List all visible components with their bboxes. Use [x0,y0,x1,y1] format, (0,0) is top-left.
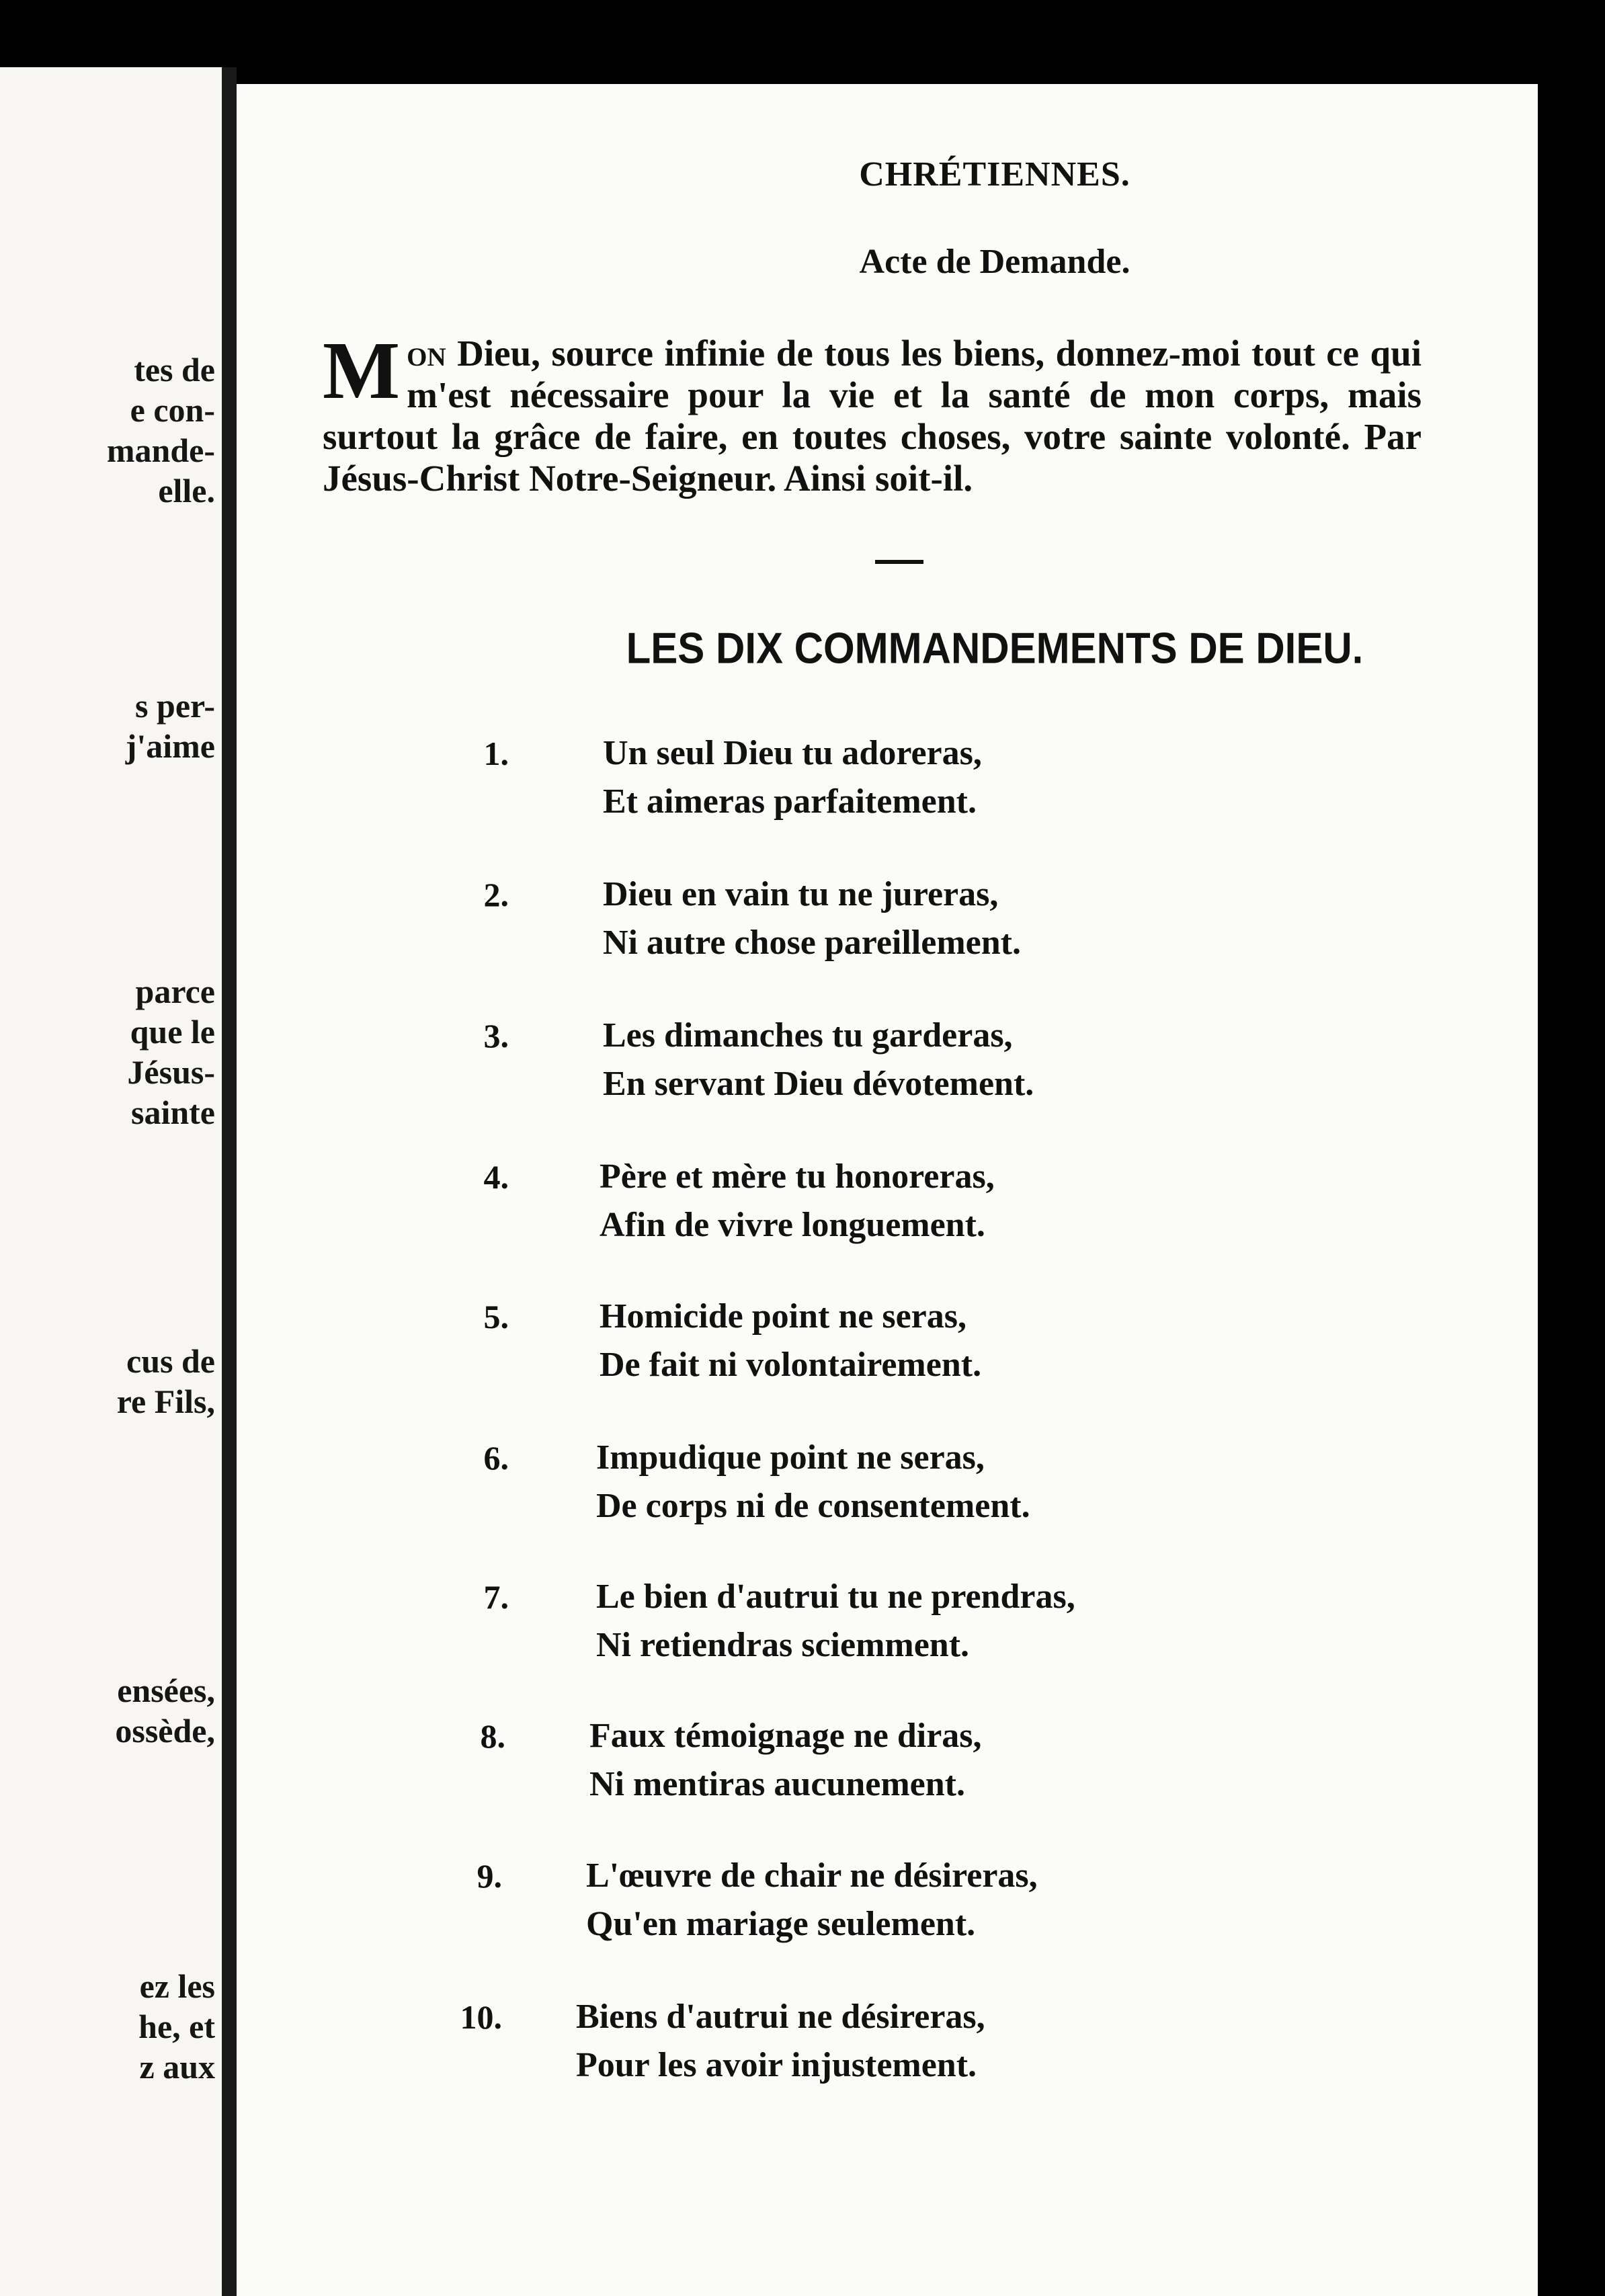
prayer-first-word: on [407,333,446,374]
commandment-number: 9. [477,1857,502,1895]
left-page-text: s per- [135,687,215,725]
left-page-text: j'aime [125,727,215,765]
left-page-text: e con- [130,391,215,429]
section-divider [875,560,923,564]
commandment-line-2: De corps ni de consentement. [596,1487,1030,1525]
commandment-line-2: Afin de vivre longuement. [600,1206,985,1244]
left-page-text: he, et [138,2008,215,2045]
commandment-line-2: En servant Dieu dévotement. [603,1065,1034,1103]
running-header [237,155,1538,194]
left-page-text: que le [130,1013,215,1051]
drop-cap: M [323,325,401,416]
book-page [237,84,1538,2296]
commandment-line-2: Et aimeras parfaitement. [603,782,977,821]
commandment-line-1: Père et mère tu honoreras, [600,1157,995,1196]
commandment-line-1: Un seul Dieu tu adoreras, [603,734,982,772]
commandment-line-2: Ni retiendras sciemment. [596,1626,970,1664]
commandment-line-1: Biens d'autrui ne désireras, [576,1998,985,2036]
commandments-title [237,623,1538,673]
left-page-fragment [0,67,222,2296]
prayer-paragraph [323,325,1422,499]
commandment-line-2: De fait ni volontairement. [600,1346,982,1384]
left-page-text: elle. [158,472,215,509]
book-gutter [222,67,237,2296]
commandment-line-1: Dieu en vain tu ne jureras, [603,875,999,913]
commandment-line-2: Ni autre chose pareillement. [603,924,1021,962]
left-page-text: cus de [126,1342,215,1380]
running-header-text: CHRÉTIENNES. [859,155,1130,194]
commandment-number: 3. [483,1017,509,1055]
commandment-number: 5. [483,1298,509,1336]
section-title [237,242,1538,282]
commandment-line-2: Pour les avoir injustement. [576,2046,977,2084]
commandment-number: 10. [460,1998,502,2036]
commandment-line-2: Ni mentiras aucunement. [589,1765,965,1803]
left-page-text: ossède, [115,1712,215,1750]
section-title-text: Acte de Demande. [859,243,1130,281]
commandment-line-1: L'œuvre de chair ne désireras, [586,1856,1038,1895]
commandment-number: 8. [480,1717,505,1755]
left-page-text: tes de [134,351,215,388]
left-page-text: ez les [139,1967,215,2005]
commandment-line-1: Impudique point ne seras, [596,1438,985,1477]
prayer-text: Dieu, source infinie de tous les biens, donnez-moi tout ce qui m'est nécessaire pour la vie et la santé de mon corps, mais surtout la grâce de faire, en toutes choses, votre sainte volonté. Par Jésus-Christ Notre-Seigneur. Ainsi soit-il. [323,333,1422,499]
left-page-text: mande- [106,432,215,469]
left-page-text: ensées, [117,1672,215,1709]
commandment-number: 7. [483,1578,509,1616]
left-page-text: sainte [131,1094,215,1131]
left-page-text: parce [135,973,215,1010]
commandment-number: 6. [483,1439,509,1477]
commandment-line-1: Homicide point ne seras, [600,1297,966,1336]
left-page-text: z aux [139,2048,215,2086]
left-page-text: Jésus- [127,1053,215,1091]
commandment-line-1: Faux témoignage ne diras, [589,1717,982,1755]
commandment-number: 1. [483,735,509,772]
commandment-line-1: Les dimanches tu garderas, [603,1016,1013,1055]
commandment-number: 4. [483,1158,509,1196]
commandments-title-text: LES DIX COMMANDEMENTS DE DIEU. [626,624,1364,673]
commandment-number: 2. [483,876,509,913]
commandment-line-2: Qu'en mariage seulement. [586,1905,976,1943]
commandment-line-1: Le bien d'autrui tu ne prendras, [596,1577,1075,1616]
left-page-text: re Fils, [116,1383,215,1420]
